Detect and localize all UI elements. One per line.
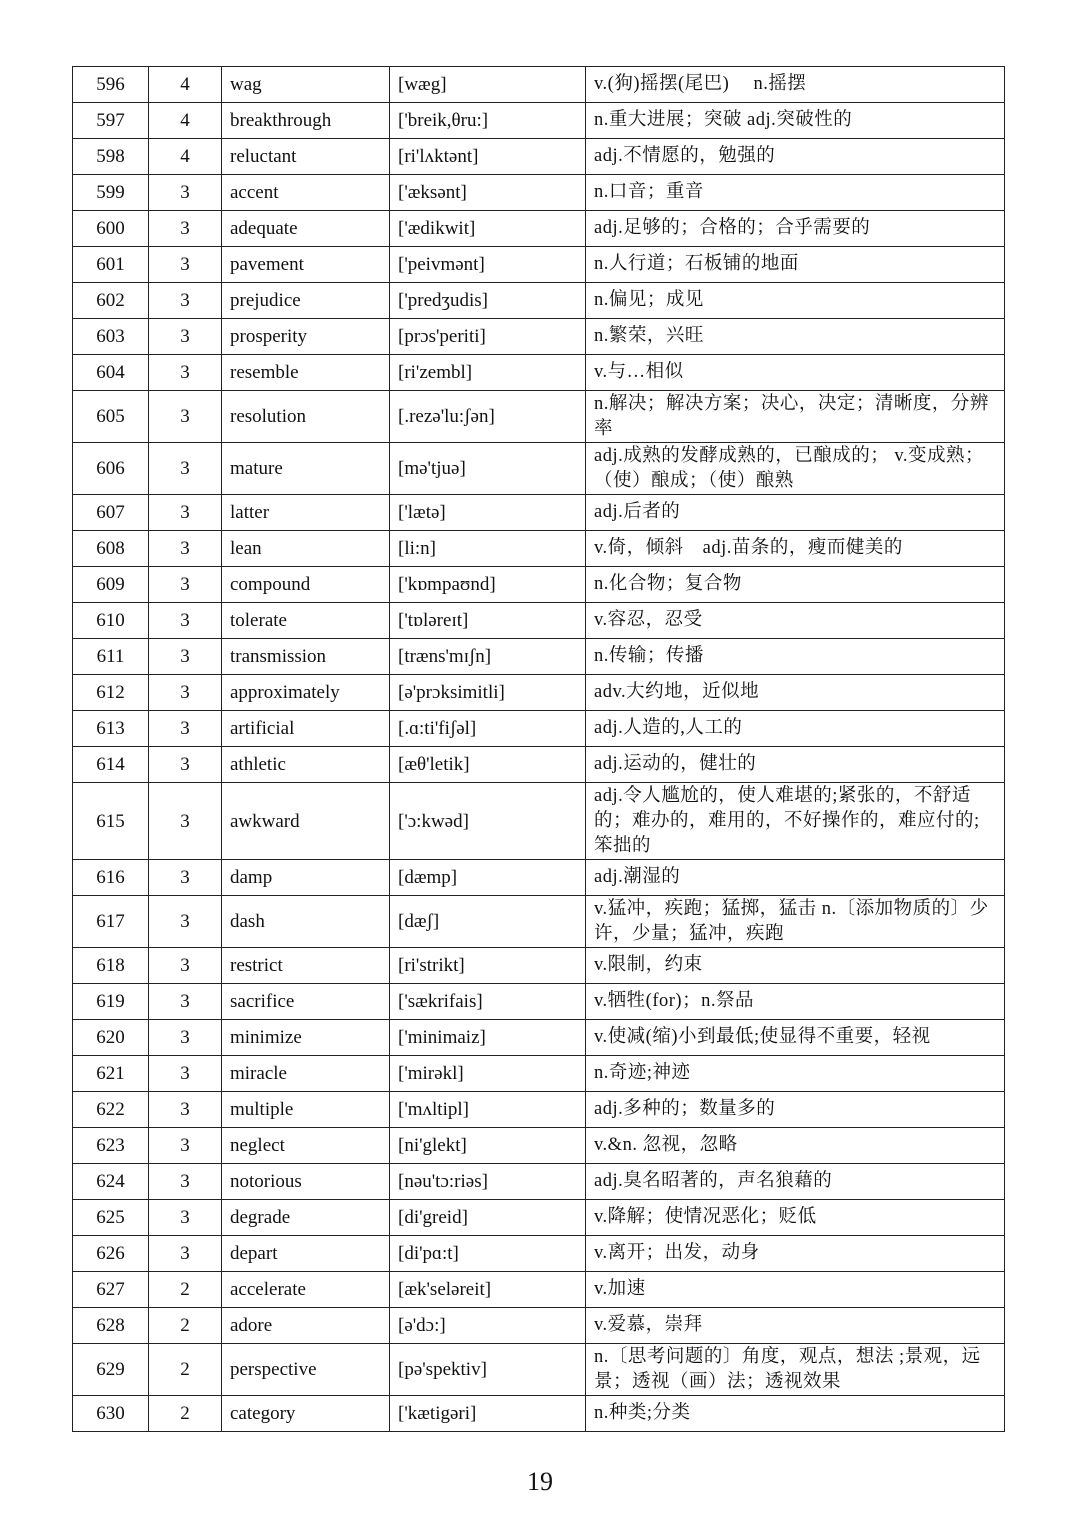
phonetic: [wæg] [390, 67, 586, 103]
table-row [73, 747, 1005, 783]
headword: pavement [222, 247, 390, 283]
frequency: 3 [149, 783, 222, 860]
headword: accent [222, 175, 390, 211]
table-row [73, 1236, 1005, 1272]
headword: perspective [222, 1344, 390, 1396]
phonetic: [ri'lʌktənt] [390, 139, 586, 175]
table-row [73, 1344, 1005, 1396]
phonetic: [li:n] [390, 531, 586, 567]
headword: dash [222, 896, 390, 948]
entry-number: 614 [73, 747, 149, 783]
phonetic: [pə'spektiv] [390, 1344, 586, 1396]
phonetic: [ri'zembl] [390, 355, 586, 391]
frequency: 3 [149, 211, 222, 247]
entry-number: 610 [73, 603, 149, 639]
definition: v.(狗)摇摆(尾巴) n.摇摆 [586, 67, 1005, 103]
headword: mature [222, 443, 390, 495]
phonetic: ['kɒmpaʊnd] [390, 567, 586, 603]
definition: v.限制，约束 [586, 948, 1005, 984]
frequency: 3 [149, 247, 222, 283]
phonetic: [di'pɑ:t] [390, 1236, 586, 1272]
frequency: 2 [149, 1272, 222, 1308]
frequency: 3 [149, 639, 222, 675]
headword: wag [222, 67, 390, 103]
frequency: 3 [149, 283, 222, 319]
headword: multiple [222, 1092, 390, 1128]
definition: v.牺牲(for)；n.祭品 [586, 984, 1005, 1020]
frequency: 3 [149, 1164, 222, 1200]
definition: adj.不情愿的，勉强的 [586, 139, 1005, 175]
entry-number: 599 [73, 175, 149, 211]
definition: n.〔思考问题的〕角度，观点，想法 ;景观，远景；透视（画）法；透视效果 [586, 1344, 1005, 1396]
table-row [73, 639, 1005, 675]
table-row [73, 67, 1005, 103]
headword: tolerate [222, 603, 390, 639]
entry-number: 618 [73, 948, 149, 984]
entry-number: 608 [73, 531, 149, 567]
frequency: 3 [149, 531, 222, 567]
frequency: 3 [149, 603, 222, 639]
phonetic: [æk'seləreit] [390, 1272, 586, 1308]
entry-number: 619 [73, 984, 149, 1020]
table-row [73, 443, 1005, 495]
headword: artificial [222, 711, 390, 747]
entry-number: 615 [73, 783, 149, 860]
table-row [73, 1308, 1005, 1344]
definition: adv.大约地，近似地 [586, 675, 1005, 711]
table-row [73, 1272, 1005, 1308]
definition: adj.多种的；数量多的 [586, 1092, 1005, 1128]
headword: transmission [222, 639, 390, 675]
headword: miracle [222, 1056, 390, 1092]
entry-number: 623 [73, 1128, 149, 1164]
table-row [73, 896, 1005, 948]
headword: prosperity [222, 319, 390, 355]
headword: minimize [222, 1020, 390, 1056]
table-row [73, 103, 1005, 139]
headword: neglect [222, 1128, 390, 1164]
entry-number: 616 [73, 860, 149, 896]
entry-number: 626 [73, 1236, 149, 1272]
frequency: 3 [149, 495, 222, 531]
definition: v.加速 [586, 1272, 1005, 1308]
frequency: 3 [149, 860, 222, 896]
table-row [73, 1164, 1005, 1200]
headword: accelerate [222, 1272, 390, 1308]
phonetic: [ə'prɔksimitli] [390, 675, 586, 711]
entry-number: 622 [73, 1092, 149, 1128]
table-row [73, 948, 1005, 984]
headword: awkward [222, 783, 390, 860]
phonetic: [ə'dɔ:] [390, 1308, 586, 1344]
definition: v.离开；出发，动身 [586, 1236, 1005, 1272]
table-row [73, 319, 1005, 355]
definition: v.猛冲，疾跑；猛掷，猛击 n.〔添加物质的〕少许，少量；猛冲，疾跑 [586, 896, 1005, 948]
entry-number: 604 [73, 355, 149, 391]
headword: approximately [222, 675, 390, 711]
definition: n.繁荣，兴旺 [586, 319, 1005, 355]
entry-number: 606 [73, 443, 149, 495]
entry-number: 598 [73, 139, 149, 175]
phonetic: [.rezə'lu:ʃən] [390, 391, 586, 443]
frequency: 3 [149, 984, 222, 1020]
phonetic: ['sækrifais] [390, 984, 586, 1020]
table-row [73, 531, 1005, 567]
phonetic: ['kætigəri] [390, 1396, 586, 1432]
headword: latter [222, 495, 390, 531]
table-row [73, 495, 1005, 531]
entry-number: 609 [73, 567, 149, 603]
definition: adj.潮湿的 [586, 860, 1005, 896]
entry-number: 630 [73, 1396, 149, 1432]
entry-number: 617 [73, 896, 149, 948]
phonetic: ['lætə] [390, 495, 586, 531]
headword: notorious [222, 1164, 390, 1200]
frequency: 3 [149, 319, 222, 355]
headword: category [222, 1396, 390, 1432]
frequency: 3 [149, 675, 222, 711]
phonetic: ['mirəkl] [390, 1056, 586, 1092]
table-row [73, 711, 1005, 747]
frequency: 2 [149, 1308, 222, 1344]
headword: sacrifice [222, 984, 390, 1020]
entry-number: 605 [73, 391, 149, 443]
frequency: 4 [149, 67, 222, 103]
vocabulary-table-body [73, 67, 1005, 1432]
phonetic: ['ɔ:kwəd] [390, 783, 586, 860]
table-row [73, 247, 1005, 283]
table-row [73, 1092, 1005, 1128]
headword: breakthrough [222, 103, 390, 139]
definition: adj.成熟的发酵成熟的，已酿成的； v.变成熟；（使）酿成；（使）酿熟 [586, 443, 1005, 495]
headword: adequate [222, 211, 390, 247]
table-row [73, 211, 1005, 247]
frequency: 3 [149, 355, 222, 391]
headword: prejudice [222, 283, 390, 319]
entry-number: 612 [73, 675, 149, 711]
frequency: 3 [149, 443, 222, 495]
definition: adj.后者的 [586, 495, 1005, 531]
frequency: 3 [149, 1056, 222, 1092]
definition: n.重大进展；突破 adj.突破性的 [586, 103, 1005, 139]
entry-number: 624 [73, 1164, 149, 1200]
entry-number: 602 [73, 283, 149, 319]
headword: athletic [222, 747, 390, 783]
headword: adore [222, 1308, 390, 1344]
definition: adj.人造的,人工的 [586, 711, 1005, 747]
definition: adj.臭名昭著的，声名狼藉的 [586, 1164, 1005, 1200]
entry-number: 620 [73, 1020, 149, 1056]
frequency: 3 [149, 747, 222, 783]
entry-number: 621 [73, 1056, 149, 1092]
definition: v.容忍，忍受 [586, 603, 1005, 639]
phonetic: [træns'mɪʃn] [390, 639, 586, 675]
definition: v.倚，倾斜 adj.苗条的，瘦而健美的 [586, 531, 1005, 567]
table-row [73, 860, 1005, 896]
phonetic: [prɔs'periti] [390, 319, 586, 355]
definition: adj.令人尴尬的，使人难堪的;紧张的，不舒适的；难办的，难用的，不好操作的，难应付的;笨拙的 [586, 783, 1005, 860]
phonetic: ['mʌltipl] [390, 1092, 586, 1128]
headword: reluctant [222, 139, 390, 175]
table-row [73, 283, 1005, 319]
phonetic: [ri'strikt] [390, 948, 586, 984]
table-row [73, 783, 1005, 860]
entry-number: 603 [73, 319, 149, 355]
phonetic: ['tɒləreɪt] [390, 603, 586, 639]
table-row [73, 1396, 1005, 1432]
phonetic: [mə'tjuə] [390, 443, 586, 495]
phonetic: [dæmp] [390, 860, 586, 896]
definition: n.化合物；复合物 [586, 567, 1005, 603]
entry-number: 628 [73, 1308, 149, 1344]
table-row [73, 567, 1005, 603]
phonetic: [dæʃ] [390, 896, 586, 948]
phonetic: [di'greid] [390, 1200, 586, 1236]
table-row [73, 675, 1005, 711]
frequency: 3 [149, 567, 222, 603]
definition: n.人行道；石板铺的地面 [586, 247, 1005, 283]
phonetic: ['breik,θru:] [390, 103, 586, 139]
frequency: 3 [149, 175, 222, 211]
phonetic: [nəu'tɔ:riəs] [390, 1164, 586, 1200]
headword: compound [222, 567, 390, 603]
frequency: 3 [149, 896, 222, 948]
frequency: 3 [149, 1200, 222, 1236]
headword: lean [222, 531, 390, 567]
frequency: 4 [149, 139, 222, 175]
entry-number: 627 [73, 1272, 149, 1308]
vocabulary-table [72, 66, 1005, 1432]
phonetic: [ni'glekt] [390, 1128, 586, 1164]
entry-number: 596 [73, 67, 149, 103]
phonetic: ['predʒudis] [390, 283, 586, 319]
phonetic: [æθ'letik] [390, 747, 586, 783]
definition: n.偏见；成见 [586, 283, 1005, 319]
headword: restrict [222, 948, 390, 984]
definition: n.传输；传播 [586, 639, 1005, 675]
frequency: 2 [149, 1396, 222, 1432]
frequency: 3 [149, 391, 222, 443]
headword: resolution [222, 391, 390, 443]
entry-number: 625 [73, 1200, 149, 1236]
definition: adj.运动的，健壮的 [586, 747, 1005, 783]
table-row [73, 139, 1005, 175]
frequency: 3 [149, 948, 222, 984]
entry-number: 613 [73, 711, 149, 747]
definition: v.降解；使情况恶化；贬低 [586, 1200, 1005, 1236]
table-row [73, 1020, 1005, 1056]
phonetic: ['peivmənt] [390, 247, 586, 283]
frequency: 4 [149, 103, 222, 139]
headword: degrade [222, 1200, 390, 1236]
definition: n.解决；解决方案；决心，决定；清晰度，分辨率 [586, 391, 1005, 443]
entry-number: 611 [73, 639, 149, 675]
page-number: 19 [527, 1467, 553, 1496]
frequency: 2 [149, 1344, 222, 1396]
entry-number: 597 [73, 103, 149, 139]
table-row [73, 355, 1005, 391]
definition: adj.足够的；合格的；合乎需要的 [586, 211, 1005, 247]
frequency: 3 [149, 711, 222, 747]
definition: n.口音；重音 [586, 175, 1005, 211]
table-row [73, 1056, 1005, 1092]
headword: damp [222, 860, 390, 896]
headword: depart [222, 1236, 390, 1272]
table-row [73, 175, 1005, 211]
frequency: 3 [149, 1020, 222, 1056]
phonetic: ['minimaiz] [390, 1020, 586, 1056]
frequency: 3 [149, 1236, 222, 1272]
table-row [73, 391, 1005, 443]
definition: v.爱慕，崇拜 [586, 1308, 1005, 1344]
table-row [73, 1128, 1005, 1164]
entry-number: 601 [73, 247, 149, 283]
frequency: 3 [149, 1092, 222, 1128]
table-row [73, 984, 1005, 1020]
definition: v.与…相似 [586, 355, 1005, 391]
phonetic: ['æksənt] [390, 175, 586, 211]
entry-number: 607 [73, 495, 149, 531]
phonetic: [.ɑ:ti'fiʃəl] [390, 711, 586, 747]
definition: v.&n. 忽视，忽略 [586, 1128, 1005, 1164]
definition: v.使减(缩)小到最低;使显得不重要，轻视 [586, 1020, 1005, 1056]
headword: resemble [222, 355, 390, 391]
frequency: 3 [149, 1128, 222, 1164]
entry-number: 629 [73, 1344, 149, 1396]
table-row [73, 1200, 1005, 1236]
definition: n.种类;分类 [586, 1396, 1005, 1432]
entry-number: 600 [73, 211, 149, 247]
definition: n.奇迹;神迹 [586, 1056, 1005, 1092]
table-row [73, 603, 1005, 639]
phonetic: ['ædikwit] [390, 211, 586, 247]
